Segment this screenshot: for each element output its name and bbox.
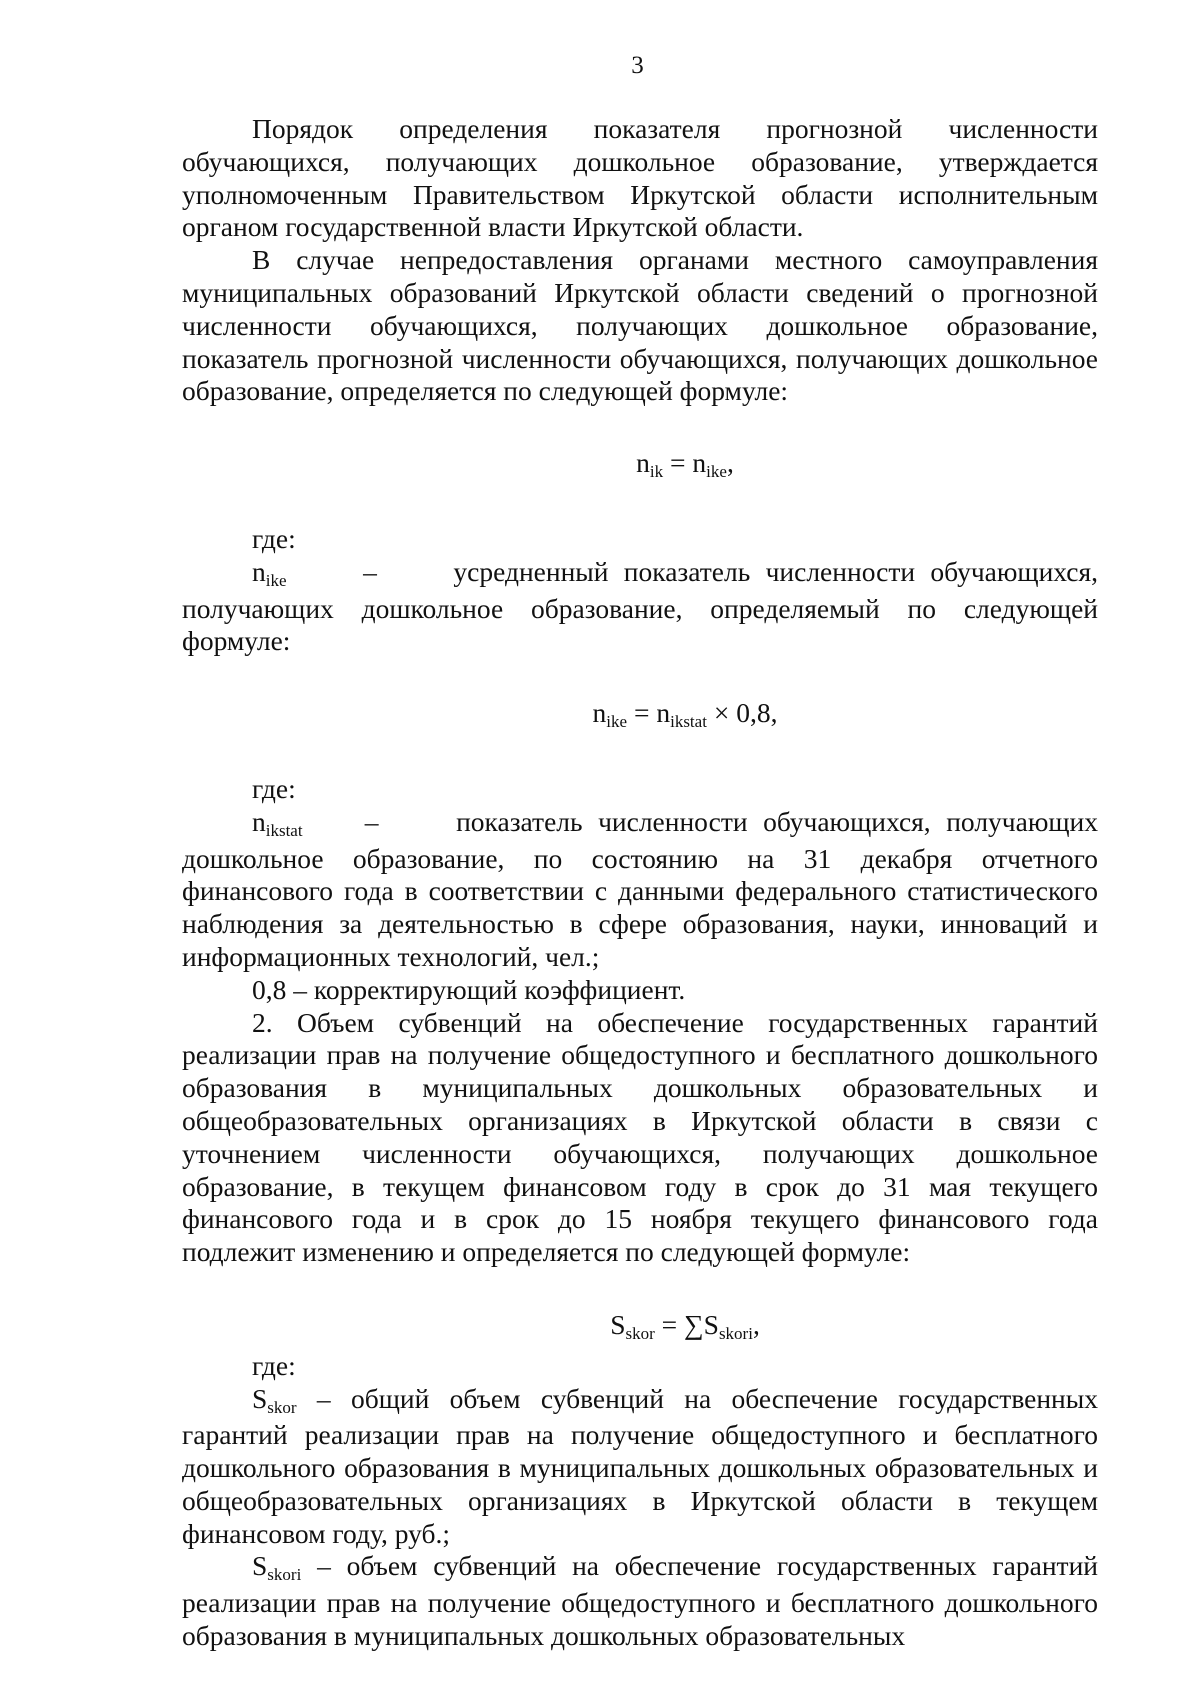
paragraph-missing-data-case: В случае непредоставления органами местного самоуправления муниципальных образований Иркутской области сведений о прогнозной численности обучающихся, получающих дошкольное образование, показатель прогнозной численности обучающихся, получающих дошкольное образование, определяется по следующей формуле: [182, 244, 1098, 407]
document-body [182, 113, 1098, 1653]
where-label: где: [252, 772, 296, 804]
formula-nike [182, 697, 1098, 734]
formula-nike-lhs-sub: ike [606, 712, 628, 732]
where-label: где: [252, 1349, 296, 1381]
formula-nik-eq: = [663, 447, 693, 479]
formula-nik-rhs-sub: ike [706, 462, 727, 482]
term-nike-base: n [252, 555, 266, 587]
page-number: 3 [631, 52, 644, 79]
formula-nik-lhs-sub: ik [649, 462, 664, 482]
formula-nike-rhs-sub: ikstat [670, 712, 707, 732]
term-nikstat-base: n [252, 805, 266, 837]
formula-sskor-lhs-base: S [610, 1308, 626, 1340]
formula-nik-tail: , [726, 447, 734, 479]
term-sskori-sub: skori [267, 1565, 302, 1585]
formula-sskor [182, 1309, 1098, 1346]
definition-nike-text: усредненный показатель численности обучающихся, получающих дошкольное образование, определяемый по следующей формуле: [182, 555, 1098, 657]
formula-sskor-rhs-base: ∑S [684, 1308, 719, 1340]
definition-nikstat-text: показатель численности обучающихся, получающих дошкольное образование, по состоянию на 31 декабря отчетного финансового года в соответствии с данными федерального статистического наблюдения за деятельностью в сфере образования, науки, инноваций и информационных технологий, чел.; [182, 805, 1099, 972]
formula-nik-lhs-base: n [636, 447, 650, 479]
definition-sskori-text: – объем субвенций на обеспечение государственных гарантий реализации прав на получение общедоступного и бесплатного дошкольного образования в муниципальных дошкольных образовательных [182, 1550, 1099, 1652]
formula-sskor-eq: = [654, 1308, 685, 1340]
formula-nike-rhs-base: n [656, 697, 671, 729]
where-label: где: [252, 522, 296, 554]
formula-sskor-rhs-sub: skori [718, 1323, 753, 1343]
formula-sskor-lhs-sub: skor [625, 1323, 655, 1343]
term-nikstat-sub: ikstat [265, 820, 303, 840]
formula-nike-lhs-base: n [592, 697, 607, 729]
definition-coefficient: 0,8 – корректирующий коэффициент. [252, 973, 686, 1005]
formula-nike-tail: × 0,8, [706, 697, 778, 729]
term-sskor-base: S [252, 1382, 268, 1414]
formula-nik-rhs-base: n [692, 447, 707, 479]
term-nikstat-dash: – [364, 805, 379, 837]
term-sskor-sub: skor [267, 1397, 297, 1417]
formula-sskor-tail: , [752, 1308, 760, 1340]
definition-nike [182, 556, 1098, 658]
paragraph-forecast-procedure: Порядок определения показателя прогнозной численности обучающихся, получающих дошкольное образование, утверждается уполномоченным Правительством Иркутской области исполнительным органом государственной власти Иркутской области. [182, 113, 1098, 243]
formula-nike-eq: = [627, 697, 657, 729]
definition-nikstat [182, 806, 1098, 974]
definition-sskor [182, 1383, 1098, 1551]
paragraph-subvention-volume: 2. Объем субвенций на обеспечение государственных гарантий реализации прав на получение общедоступного и бесплатного дошкольного образования в муниципальных дошкольных образовательных и общеобразовательных организациях в Иркутской области в связи с уточнением численности обучающихся, получающих дошкольное образование, в текущем финансовом году в срок до 31 мая текущего финансового года и в срок до 15 ноября текущего финансового года подлежит изменению и определяется по следующей формуле: [182, 1006, 1098, 1268]
definition-sskor-text: – общий объем субвенций на обеспечение государственных гарантий реализации прав на получение общедоступного и бесплатного дошкольного образования в муниципальных дошкольных образовательных и общеобразовательных организациях в Иркутской области в текущем финансовом году, руб.; [182, 1382, 1099, 1549]
formula-nik [182, 447, 1098, 484]
definition-sskori [182, 1550, 1098, 1652]
term-nike-sub: ike [265, 570, 287, 590]
term-nike-dash: – [363, 555, 377, 587]
term-sskori-base: S [252, 1550, 268, 1582]
